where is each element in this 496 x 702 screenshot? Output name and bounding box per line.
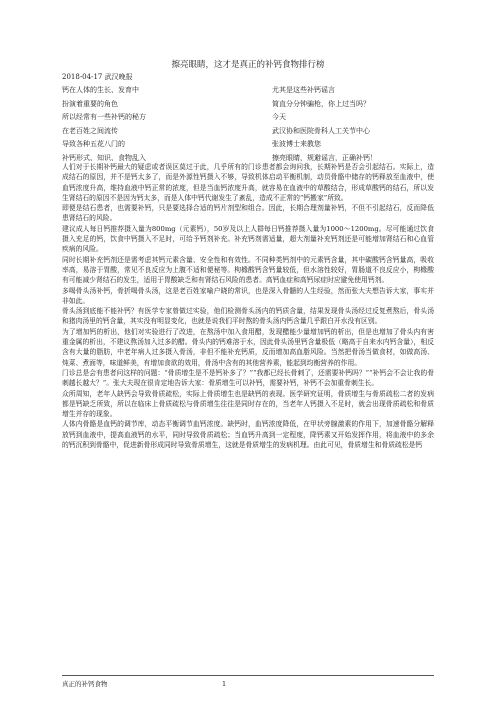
intro-row	[62, 84, 434, 98]
paragraph: 众所周知，老年人缺钙会导致骨质疏松，实际上骨质增生也是缺钙的表现。医学研究证明，骨质增生与骨质疏松二者的发病都是钙缺乏所致，所以在临床上骨质疏松与骨质增生往往是同时存在的，当老年人钙摄入不足时，就会出现骨质疏松和骨质增生并存的现象。	[62, 389, 434, 419]
paragraph: 同时长期补充钙剂还是需考虑其钙元素含量、安全性和有效性。不同种类钙剂中的元素钙含量，其中碳酸钙含钙量高，吸收率高，易溶于胃酸，常见不良反应为上腹不适和便秘等。枸橼酸钙含钙量较低，但水溶性较好，胃肠道不良反应小，枸橼酸有可能减少肾结石的发生，适用于胃酸缺乏和有肾结石风险的患者。高钙血症和高钙尿症时应避免使用钙剂。	[62, 255, 434, 285]
intro-row	[62, 125, 434, 139]
paragraph: 即便是结石患者，也需要补钙，只是要选择合适的钙片剂型和组合。因此，长期合理剂量补钙，不但不引起结石，反而降低患肾结石的风险。	[62, 204, 434, 223]
intro-right: 简直分分钟骗枪，你上过当吗？	[272, 99, 370, 108]
intro-right: 擦亮眼睛，规避谣言，正确补钙！	[272, 153, 377, 162]
intro-left: 在老百姓之间流传	[62, 126, 118, 135]
intro-right: 张波博士来教您	[272, 140, 321, 148]
paragraph: 人们对于长期补钙最大的疑虑或者误区莫过于此，几乎所有的门诊患者都会询问我，长期补钙是否会引起结石。实际上，造成结石的原因，并不是钙太多了，而是外源性钙摄入不够，导致机体启动平衡机制，动员骨骼中储存的钙释放至血液中，使血钙浓度升高，维持血液中钙正常的浓度，但是当血钙浓度升高，就容易在血液中的草酸结合，形成草酸钙的结石，所以发生肾结石的原因不是因为钙太多，而是人体中钙代谢发生了紊乱，造成不正常的“钙搬家”所致。	[62, 163, 434, 202]
intro-row	[62, 111, 434, 125]
page-footer	[62, 675, 434, 688]
article-title: 擦亮眼睛，这才是真正的补钙食物排行榜	[171, 60, 325, 70]
article-meta: 2018-04-17 武汉晚报	[62, 73, 133, 81]
paragraph: 骨头汤到底能不能补钙？有医学专家曾做过实验，他们检测骨头汤内的钙质含量，结果发现骨头汤经过反复煮熬后，骨头汤和猪肉汤里的钙含量，其实没有明显变化，也就是说我们平时熬的骨头汤内钙含量几乎跟白开水没有区别。	[62, 307, 434, 326]
footer-label: 真正的补钙食物	[62, 680, 108, 688]
article-body	[62, 162, 434, 450]
intro-left: 所以经常有一些补钙的秘方	[62, 113, 146, 121]
intro-row	[62, 98, 434, 112]
intro-left: 导致各种五花八门的	[62, 140, 125, 148]
intro-right: 武汉协和医院骨科人工关节中心	[272, 126, 370, 135]
intro-left: 扮演着重要的角色	[62, 99, 118, 108]
intro-row	[62, 138, 434, 152]
document-page	[62, 0, 434, 702]
intro-right: 尤其是这些补钙谣言	[272, 86, 335, 94]
intro-left: 钙在人体的生长、发育中	[62, 86, 139, 94]
paragraph: 门诊总是会有患者问这样的问题：“骨质增生是不是钙补多了？”“我都已经长骨刺了，还需要补钙吗？”“补钙会不会让我的骨刺越长越大？”。张大夫现在很肯定地告诉大家：骨质增生可以补钙，需要补钙，补钙不会加重骨刺生长。	[62, 368, 434, 388]
paragraph: 多喝骨头汤补钙，骨折喝骨头汤，这是老百姓家喻户晓的常识，也是深入骨髓的人生经验，然而张大夫想告诉大家，事实并非如此。	[62, 286, 434, 305]
intro-right: 今天	[272, 113, 286, 121]
intro-two-column-lines	[62, 84, 434, 165]
intro-left: 补钙形式、知识、食物乱入	[62, 153, 146, 162]
page-number: 1	[222, 680, 227, 688]
paragraph: 为了增加钙的析出，他们对实验进行了改进，在熬汤中加入食用醋，发现醋能少量增加钙的析出，但是也增加了骨头内有害重金属的析出，不建议熬汤加入过多的醋。骨头内的钙难溶于水，因此骨头汤里钙含量极低（略高于自来水内钙含量），相反含有大量的脂肪，中老年病人过多摄入骨汤，非但不能补充钙质，反而增加高血脂风险。当然把骨汤当做食材，如做高汤、炖菜、煮面等，味道鲜美，有增加食欲的效用，骨汤中含有的其他营养素，能起到均衡营养的作用。	[62, 327, 434, 367]
paragraph: 建议成人每日钙推荐摄入量为800mg（元素钙），50岁及以上人群每日钙推荐摄入量为1000～1200mg。尽可能通过饮食摄入充足的钙，饮食中钙摄入不足时，可给予钙剂补充。补充钙剂需适量，超大剂量补充钙剂还是可能增加肾结石和心血管疾病的风险。	[62, 224, 434, 254]
paragraph: 人体内骨骼是血钙的调节库，动态平衡调节血钙浓度。缺钙时，血钙浓度降低，在甲状旁腺激素的作用下，加速骨骼分解释放钙到血液中，提高血液钙的水平，同时导致骨质疏松；当血钙升高到一定程度，降钙素又开始发挥作用，将血液中的多余的钙沉积到骨骼中，促进新骨形成同时导致骨质增生，这就是骨质增生的发病机理。由此可见，骨质增生和骨质疏松是钙	[62, 420, 434, 450]
